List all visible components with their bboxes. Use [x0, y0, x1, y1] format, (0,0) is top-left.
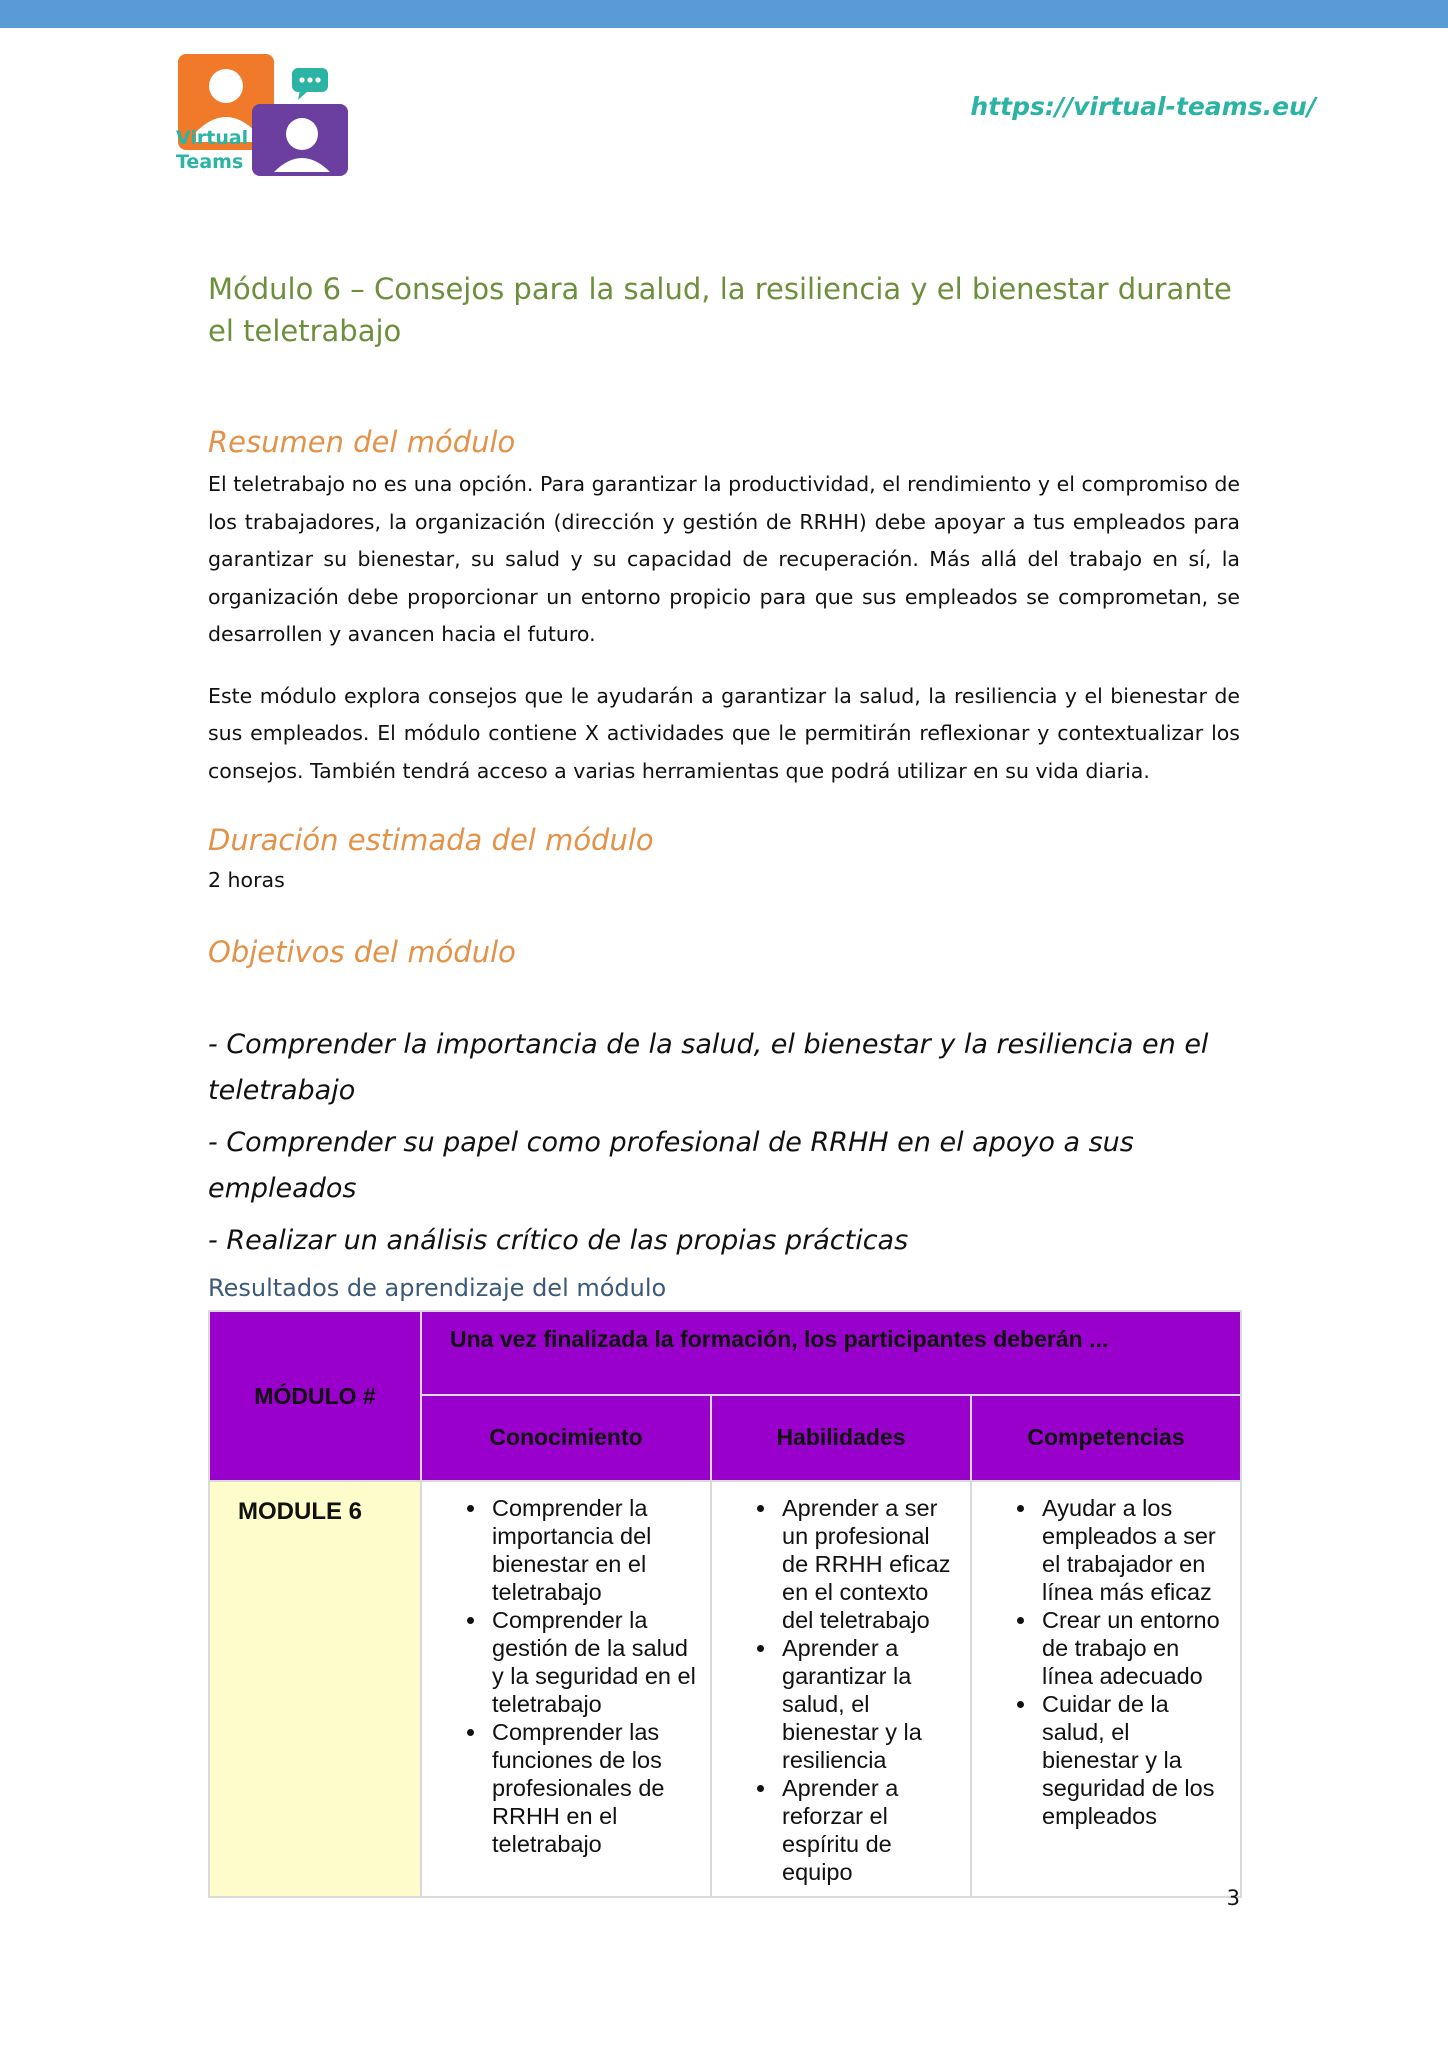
knowledge-list: [432, 1494, 700, 1858]
logo-text: Virtual Teams: [176, 127, 249, 173]
duration-value: 2 horas: [208, 868, 285, 892]
list-item: • Aprender a ser un profesional de RRHH eficaz en el contexto del teletrabajo: [778, 1494, 960, 1634]
skills-list: [722, 1494, 960, 1886]
list-item: • Ayudar a los empleados a ser el trabajador en línea más eficaz: [1038, 1494, 1230, 1606]
site-url-link[interactable]: https://virtual-teams.eu/: [970, 92, 1316, 121]
module-column-header: MÓDULO #: [209, 1311, 421, 1481]
competences-column-header: Competencias: [971, 1395, 1241, 1481]
objective-item: - Comprender su papel como profesional de RRHH en el apoyo a sus empleados: [208, 1127, 1134, 1204]
objectives-list: [208, 1022, 1240, 1264]
list-item: • Cuidar de la salud, el bienestar y la seguridad de los empleados: [1038, 1690, 1230, 1830]
list-item: • Comprender las funciones de los profesionales de RRHH en el teletrabajo: [488, 1718, 700, 1858]
knowledge-cell: [421, 1481, 711, 1897]
outcomes-heading: Resultados de aprendizaje del módulo: [208, 1274, 667, 1302]
competences-cell: [971, 1481, 1241, 1897]
objective-item: - Comprender la importancia de la salud, el bienestar y la resiliencia en el teletrabajo: [208, 1029, 1209, 1106]
page-number: 3: [1226, 1886, 1240, 1910]
objective-item: - Realizar un análisis crítico de las propias prácticas: [208, 1225, 909, 1256]
page-content: [208, 268, 1240, 1898]
duration-heading: Duración estimada del módulo: [208, 823, 654, 857]
list-item: • Comprender la gestión de la salud y la seguridad en el teletrabajo: [488, 1606, 700, 1718]
summary-paragraph-1: El teletrabajo no es una opción. Para garantizar la productividad, el rendimiento y el compromiso de los trabajadores, la organización (dirección y gestión de RRHH) debe apoyar a tus empleados para garantizar su bienestar, su salud y su capacidad de recuperación. Más allá del trabajo en sí, la organización debe proporcionar un entorno propicio para que sus empleados se comprometan, se desarrollen y avancen hacia el futuro.: [208, 472, 1240, 646]
summary-heading: Resumen del módulo: [208, 425, 516, 459]
list-item: • Comprender la importancia del bienestar en el teletrabajo: [488, 1494, 700, 1606]
competences-list: [982, 1494, 1230, 1830]
table-row: [209, 1481, 1241, 1897]
module-title: Módulo 6 – Consejos para la salud, la resiliencia y el bienestar durante el teletrabajo: [208, 272, 1232, 348]
virtual-teams-logo: [176, 52, 352, 180]
learning-outcomes-table: [208, 1310, 1242, 1898]
list-item: • Aprender a garantizar la salud, el bienestar y la resiliencia: [778, 1634, 960, 1774]
objectives-heading: Objetivos del módulo: [208, 935, 516, 969]
list-item: • Aprender a reforzar el espíritu de equipo: [778, 1774, 960, 1886]
list-item: • Crear un entorno de trabajo en línea adecuado: [1038, 1606, 1230, 1690]
top-bar: [0, 0, 1448, 28]
summary-paragraph-2: Este módulo explora consejos que le ayudarán a garantizar la salud, la resiliencia y el bienestar de sus empleados. El módulo contiene X actividades que le permitirán reflexionar y contextualizar los consejos. También tendrá acceso a varias herramientas que podrá utilizar en su vida diaria.: [208, 683, 1240, 783]
skills-column-header: Habilidades: [711, 1395, 971, 1481]
outcomes-span-header: Una vez finalizada la formación, los participantes deberán ...: [421, 1311, 1241, 1395]
knowledge-column-header: Conocimiento: [421, 1395, 711, 1481]
skills-cell: [711, 1481, 971, 1897]
module-label-cell: MODULE 6: [209, 1481, 421, 1897]
